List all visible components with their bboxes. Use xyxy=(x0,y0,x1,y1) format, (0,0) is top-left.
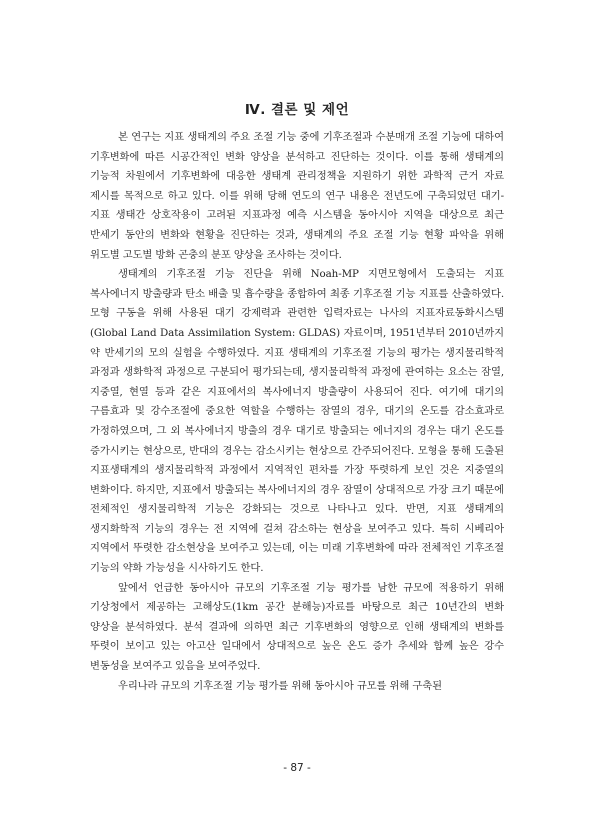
paragraph-2: 생태계의 기후조절 기능 진단을 위해 Noah-MP 지면모형에서 도출되는 지표 복사에너지 방출량과 탄소 배출 및 흡수량을 종합하여 최종 기후조절 기능 지표를 산출하였다. 모형 구동을 위해 사용된 대기 강제력과 관련한 입력자료는 나사의 지표자료동화시스템(Global Land Data Assimilation System: GLDAS) 자료이며, 1951년부터 2010년까지 약 반세기의 모의 실험을 수행하였다. 지표 생태계의 기후조절 기능의 평가는 생지물리학적 과정과 생화학적 과정으로 구분되어 평가되는데, 생지물리학적 과정에 관여하는 요소는 잠열, 지중열, 현열 등과 같은 지표에서의 복사에너지 방출량이 사용되어 진다. 여기에 대기의 구름효과 및 강수조절에 중요한 역할을 수행하는 잠열의 경우, 대기의 온도를 감소효과로 가정하였으며, 그 외 복사에너지 방출의 경우 대기로 방출되는 에너지의 경우는 대기 온도를 증가시키는 현상으로, 반대의 경우는 감소시키는 현상으로 간주되어진다. 모형을 통해 도출된 지표생태계의 생지물리학적 과정에서 지역적인 편차를 가장 뚜렷하게 보인 것은 지중열의 변화이다. 하지만, 지표에서 방출되는 복사에너지의 경우 잠열이 상대적으로 가장 크기 때문에 전체적인 생지물리학적 기능은 강화되는 것으로 나타나고 있다. 반면, 지표 생태계의 생지화학적 기능의 경우는 전 지역에 걸쳐 감소하는 현상을 보여주고 있다. 특히 시베리아 지역에서 뚜렷한 감소현상을 보여주고 있는데, 이는 미래 기후변화에 따라 전체적인 기후조절 기능의 약화 가능성을 시사하기도 한다. xyxy=(90,268,504,575)
paragraph-1: 본 연구는 지표 생태계의 주요 조절 기능 중에 기후조절과 수분매개 조절 기능에 대하여 기후변화에 따른 시공간적인 변화 양상을 분석하고 진단하는 것이다. 이를 통해 생태계의 기능적 차원에서 기후변화에 대응한 생태계 관리정책을 지원하기 위한 과학적 근거 자료 제시를 목적으로 하고 있다. 이를 위해 당해 연도의 연구 내용은 전년도에 구축되었던 대기-지표 생태간 상호작용이 고려된 지표과정 예측 시스템을 동아시아 지역을 대상으로 최근 반세기 동안의 변화와 현황을 진단하는 것과, 생태계의 주요 조절 기능 현황 파악을 위해 위도별 고도별 방화 곤충의 분포 양상을 조사하는 것이다. xyxy=(90,131,504,261)
body-text xyxy=(90,128,504,696)
section-title: Ⅳ. 결론 및 제언 xyxy=(244,102,350,118)
paragraph-3: 앞에서 언급한 동아시아 규모의 기후조절 기능 평가를 남한 규모에 적용하기 위해 기상청에서 제공하는 고해상도(1km 공간 분해능)자료를 바탕으로 최근 10년간의 변화 양상을 분석하였다. 분석 결과에 의하면 최근 기후변화의 영향으로 인해 생태계의 변화를 뚜렷이 보이고 있는 아고산 일대에서 상대적으로 높은 온도 증가 추세와 함께 높은 강수 변동성을 보여주고 있음을 보여주었다. xyxy=(90,581,504,673)
page-number: - 87 - xyxy=(283,762,311,774)
paragraph-4: 우리나라 규모의 기후조절 기능 평가를 위해 동아시아 규모를 위해 구축된 xyxy=(118,679,442,692)
